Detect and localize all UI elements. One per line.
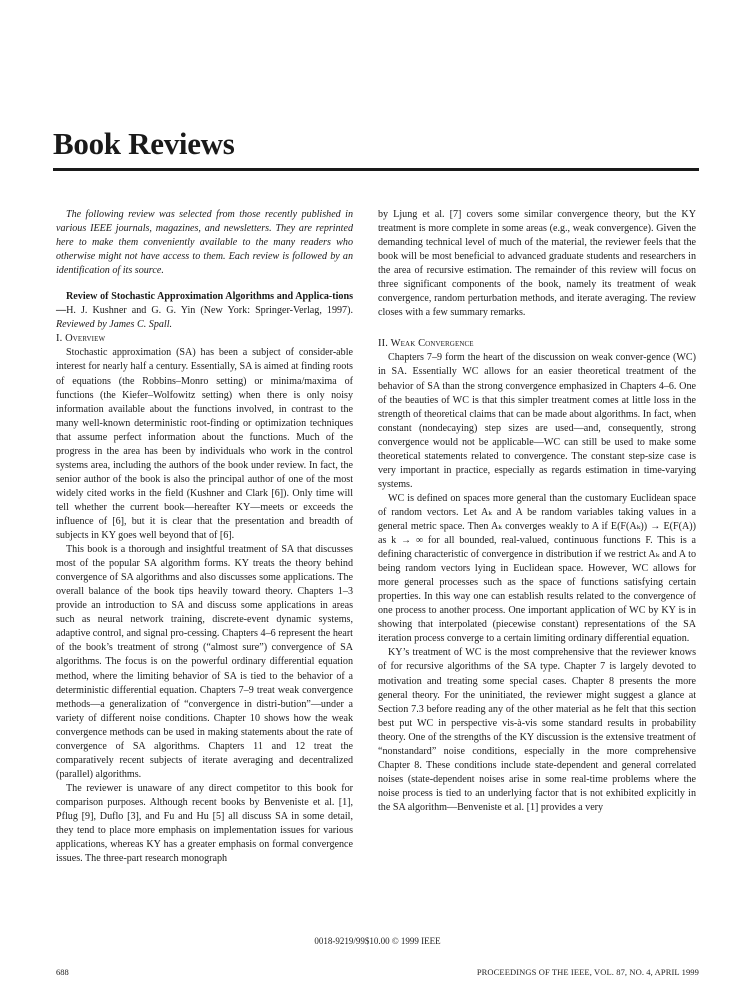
section-number: II. <box>378 338 388 350</box>
editorial-intro <box>56 208 353 278</box>
page-title: Book Reviews <box>53 126 235 161</box>
review-dash: — <box>56 305 67 317</box>
reviewer: Reviewed by James C. Spall. <box>56 319 173 331</box>
paragraph: Chapters 7–9 form the heart of the discussion on weak conver-gence (WC) in SA. Essentially WC allows for an easier theoretical treatment of the behavior of SA than the strong convergence emphasized in Chapters 4–6. One of the beauties of WC is that this simpler treatment comes at little loss in the strength of theoretical claims that can be made about algorithms. In fact, when constant (nondecaying) step sizes are used—and, consequently, strong convergence would not be applicable—WC can still be used to make some theoretical statements related to convergence. The constant step-size case is very important in practice, especially as regards estimation in time-varying systems. <box>378 352 696 490</box>
section-heading-weak-convergence <box>378 337 696 351</box>
paragraph: This book is a thorough and insightful treatment of SA that discusses most of the popular SA algorithm forms. KY treats the theory behind convergence of SA algorithms and also discusses some applications. The overall balance of the book tips heavily toward theory. Chapters 1–3 provide an introduction to SA and discuss some applications in areas such as neural network training, discrete-event dynamic systems, adaptive control, and signal pro-cessing. Chapters 4–6 represent the heart of the book’s treatment of strong (“almost sure”) convergence of SA algorithms. The focus is on the powerful ordinary differential equation method, where the limiting behavior of SA is tied to the behavior of a deterministic differential equation. Chapters 7–9 treat weak convergence methods—a generalization of “convergence in distri-bution”—under a variety of different noise conditions. Chapter 10 shows how the weak convergence methods can be used in making statements about the rate of convergence of SA algorithms. Chapters 11 and 12 treat the comparatively recent subjects of iterate averaging and decentralized (parallel) algorithms. <box>56 544 353 780</box>
paragraph: KY’s treatment of WC is the most comprehensive that the reviewer knows of for recursive algorithms of the SA type. Chapter 7 is largely devoted to motivation and treating some special cases. Chapter 8 presents the more general theory. For the uninitiated, the reviewer might suggest a glance at Section 7.3 before reading any of the other material as he felt that this section best put WC in perspective vis-à-vis some standard results in probability theory. One of the strengths of the KY discussion is the extensive treatment of “nonstandard” noise conditions, especially in the more comprehensive Chapter 8. These conditions include state-dependent and general correlated noises (state-dependent noises arise in some real-time problems where the noise process is tied to an underlying factor that is not exhibited explicitly in the SA algorithm—Benveniste et al. [1] provides a very <box>378 647 696 813</box>
intro-text: The following review was selected from those recently published in various IEEE journals, magazines, and newsletters. They are reprinted here to make them conveniently available to the many readers who otherwise might not have access to them. Each review is followed by an identification of its source. <box>56 209 353 277</box>
right-column <box>378 208 696 815</box>
page-number: 688 <box>56 967 69 977</box>
review-title: Review of Stochastic Approximation Algorithms and Applica-tions <box>66 291 353 303</box>
review-citation: H. J. Kushner and G. G. Yin (New York: Springer-Verlag, 1997). <box>66 305 353 317</box>
left-column <box>56 208 353 866</box>
paragraph: Stochastic approximation (SA) has been a subject of consider-able interest for nearly half a century. Essentially, SA is aimed at finding roots of equations (the Robbins–Monro setting) or minima/maxima of functions (the Kiefer–Wolfowitz setting) when there is only noisy information available about the functions involved, in contrast to the many well-known deterministic root-finding or optimization techniques that assume perfect information about the functions. Much of the progress in the area has been by individuals who work in the control systems area, including the authors of the book under review. In fact, the senior author of the book is also the principal author of one of the most widely cited works in the field (Kushner and Clark [6]). Only time will tell whether the current book—hereafter KY—meets or exceeds the influence of [6], but it is clear that the presentation and breadth of subjects in KY goes well beyond that of [6]. <box>56 347 353 542</box>
section-title: Overview <box>65 333 106 345</box>
section-title: Weak Convergence <box>390 338 474 350</box>
section-number: I. <box>56 333 63 345</box>
paragraph: WC is defined on spaces more general than the customary Euclidean space of random vectors. Let Aₖ and A be random variables taking values in a general metric space. Then Aₖ converges weakly to A if E(F(Aₖ)) → E(F(A)) as k → ∞ for all bounded, real-valued, continuous functions F. This is a defining characteristic of convergence in distribution if we restrict Aₖ and A to being random vectors lying in Euclidean space. However, WC allows for more general processes such as the space of functions satisfying certain properties. In this way one can establish results related to the convergence of one process to another process. One important application of WC by KY is in showing that interpolated (piecewise constant) representations of the SA iteration process converge to a certain limiting ordinary differential equation. <box>378 492 696 645</box>
title-rule <box>53 168 699 171</box>
section-heading-overview <box>56 332 353 346</box>
paragraph: The reviewer is unaware of any direct competitor to this book for comparison purposes. Although recent books by Benveniste et al. [1], Pflug [9], Duflo [3], and Fu and Hu [5] all discuss SA in some detail, they tend to place more emphasis on implementation issues for various applications, whereas KY has a greater emphasis on formal convergence issues. The three-part research monograph <box>56 782 353 865</box>
copyright-line: 0018-9219/99$10.00 © 1999 IEEE <box>314 936 441 946</box>
journal-running-footer: PROCEEDINGS OF THE IEEE, VOL. 87, NO. 4, APRIL 1999 <box>476 967 699 977</box>
paragraph-continued: by Ljung et al. [7] covers some similar convergence theory, but the KY treatment is more complete in some areas (e.g., weak convergence). Given the demanding technical level of much of the material, the reviewer feels that the book will be most beneficial to advanced graduate students and researchers in the area of recursive estimation. The remainder of this review will focus on three significant components of the book, namely its treatment of weak convergence, random perturbation methods, and iterate averaging. The review closes with a few summary remarks. <box>378 209 696 319</box>
review-heading <box>56 290 353 332</box>
